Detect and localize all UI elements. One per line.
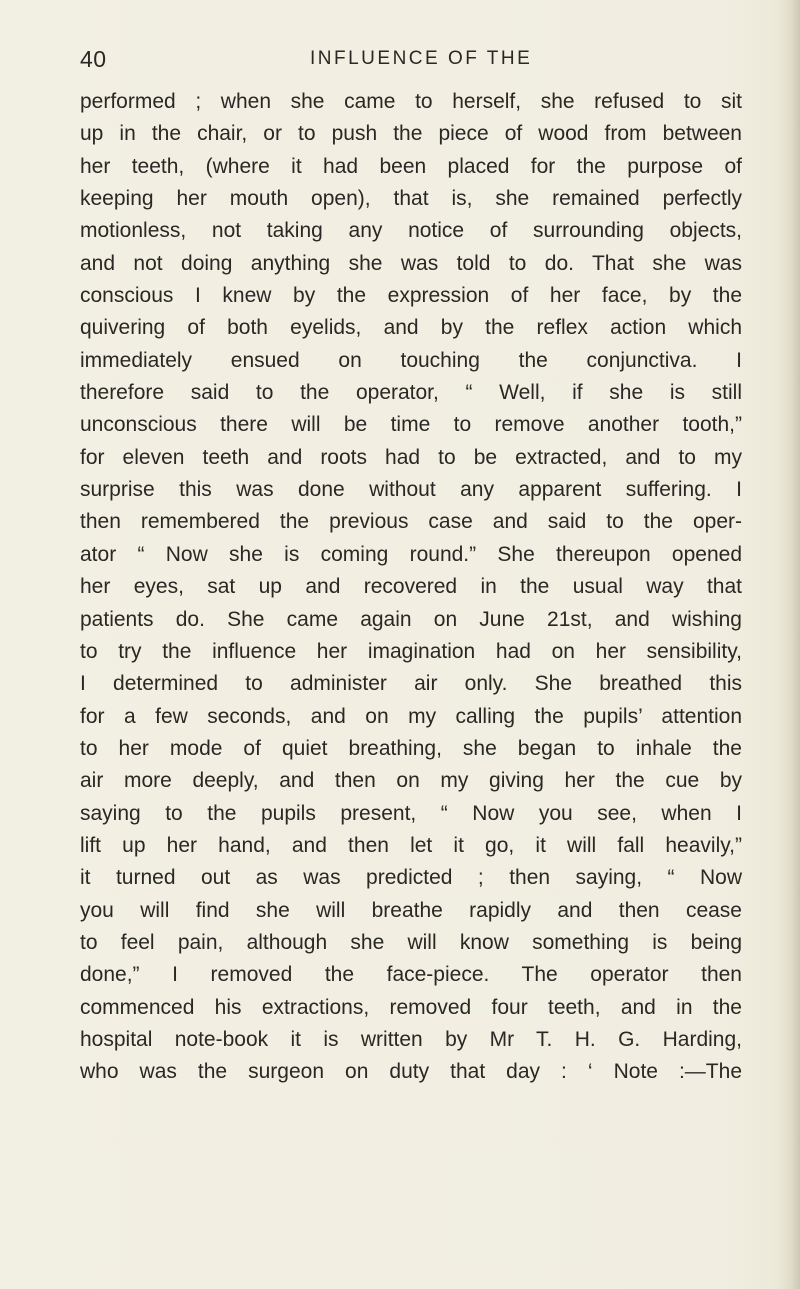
text-line: patients do. She came again on June 21st, and wishing — [80, 607, 742, 631]
text-line: it turned out as was predicted ; then saying, “ Now — [80, 866, 742, 890]
body-paragraph — [80, 86, 742, 1089]
page-edge-shadow — [778, 0, 800, 1289]
text-line: for eleven teeth and roots had to be extracted, and to my — [80, 445, 742, 469]
text-line: her teeth, (where it had been placed for the purpose of — [80, 154, 742, 178]
page-header — [80, 46, 740, 80]
text-line: I determined to administer air only. She breathed this — [80, 672, 742, 696]
text-line: conscious I knew by the expression of her face, by the — [80, 284, 742, 308]
page-number: 40 — [80, 46, 107, 72]
text-line: ator “ Now she is coming round.” She thereupon opened — [80, 542, 742, 566]
text-line: saying to the pupils present, “ Now you see, when I — [80, 801, 742, 825]
running-head: INFLUENCE OF THE — [310, 48, 533, 69]
text-line: done,” I removed the face-piece. The operator then — [80, 963, 742, 987]
text-line: and not doing anything she was told to do. That she was — [80, 251, 742, 275]
text-line: commenced his extractions, removed four teeth, and in the — [80, 995, 742, 1019]
text-line: unconscious there will be time to remove another tooth,” — [80, 413, 742, 437]
text-line: surprise this was done without any apparent suffering. I — [80, 478, 742, 502]
text-line: to feel pain, although she will know something is being — [80, 930, 742, 954]
text-line: immediately ensued on touching the conjunctiva. I — [80, 348, 742, 372]
text-line: lift up her hand, and then let it go, it will fall heavily,” — [80, 833, 742, 857]
text-line: motionless, not taking any notice of surrounding objects, — [80, 219, 742, 243]
text-line: then remembered the previous case and said to the oper- — [80, 510, 742, 534]
text-line: performed ; when she came to herself, she refused to sit — [80, 90, 742, 113]
text-line: who was the surgeon on duty that day : ‘ Note :—The — [80, 1060, 742, 1084]
text-line: to her mode of quiet breathing, she began to inhale the — [80, 736, 742, 760]
text-line: quivering of both eyelids, and by the reflex action which — [80, 316, 742, 340]
text-line: for a few seconds, and on my calling the pupils’ attention — [80, 704, 742, 728]
text-line: air more deeply, and then on my giving her the cue by — [80, 769, 742, 793]
text-line: up in the chair, or to push the piece of wood from between — [80, 122, 742, 146]
text-line: her eyes, sat up and recovered in the usual way that — [80, 575, 742, 599]
text-line: therefore said to the operator, “ Well, if she is still — [80, 381, 742, 405]
text-line: you will find she will breathe rapidly and then cease — [80, 898, 742, 922]
text-line: hospital note-book it is written by Mr T. H. G. Harding, — [80, 1027, 742, 1051]
text-line: to try the influence her imagination had on her sensibility, — [80, 639, 742, 663]
text-line: keeping her mouth open), that is, she remained perfectly — [80, 187, 742, 211]
